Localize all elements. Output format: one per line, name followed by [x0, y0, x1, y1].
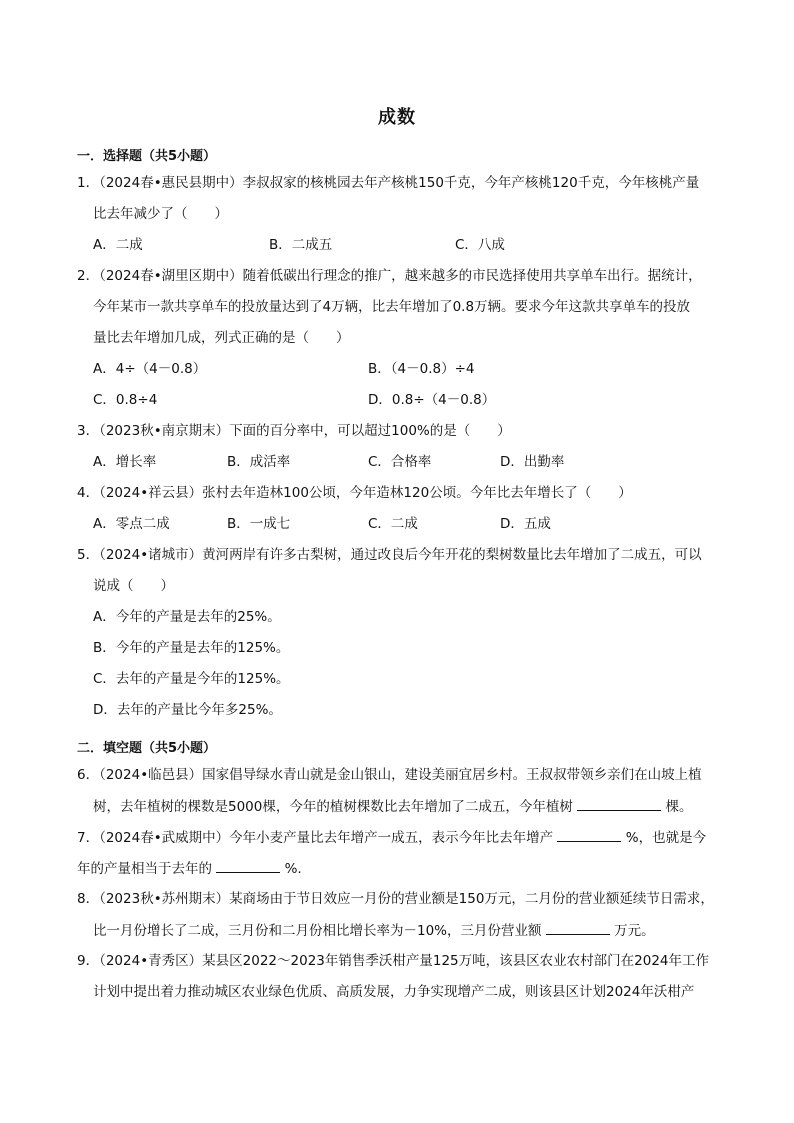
question-6-text-cont	[93, 796, 692, 817]
question-7-text-part1: 7．（2024春•武威期中）今年小麦产量比去年增产一成五，表示今年比去年增产	[77, 830, 554, 846]
question-1-option-a: A．二成	[93, 237, 143, 253]
question-4-option-d: D．五成	[500, 516, 551, 532]
question-7-text-part2: %，也就是今	[625, 830, 707, 846]
question-2-option-c: C．0.8÷4	[93, 392, 158, 408]
answer-blank[interactable]	[577, 796, 661, 811]
question-5-option-b: B．今年的产量是去年的125%。	[93, 640, 290, 656]
question-6-text-part1: 树，去年植树的棵数是5000棵，今年的植树棵数比去年增加了二成五，今年植树	[93, 799, 573, 815]
section-heading-choice: 一．选择题（共5小题）	[77, 149, 217, 164]
question-1-option-b: B．二成五	[269, 237, 333, 253]
question-1-option-c: C．八成	[455, 237, 505, 253]
question-5-option-c: C．去年的产量是今年的125%。	[93, 671, 290, 687]
question-2-text: 2．（2024春•湖里区期中）随着低碳出行理念的推广，越来越多的市民选择使用共享单车出行。据统计，	[77, 268, 702, 284]
question-3-text: 3．（2023秋•南京期末）下面的百分率中，可以超过100%的是（ ）	[77, 423, 511, 439]
question-3-option-b: B．成活率	[227, 454, 291, 470]
question-8-text-cont	[93, 920, 655, 941]
question-4-text: 4．（2024•祥云县）张村去年造林100公顷，今年造林120公顷。今年比去年增长了（ ）	[77, 485, 632, 501]
question-9-text: 9．（2024•青秀区）某县区2022～2023年销售季沃柑产量125万吨，该县区农业农村部门在2024年工作	[77, 953, 709, 969]
answer-blank[interactable]	[216, 858, 280, 873]
question-5-text-cont: 说成（ ）	[93, 578, 174, 594]
question-3-option-d: D．出勤率	[500, 454, 565, 470]
question-9-text-cont: 计划中提出着力推动城区农业绿色优质、高质发展，力争实现增产二成，则该县区计划2024年沃柑产	[93, 984, 695, 1000]
page-title: 成数	[378, 107, 416, 128]
question-5-option-d: D．去年的产量比今年多25%。	[93, 702, 282, 718]
question-4-option-b: B．一成七	[227, 516, 291, 532]
question-7-text	[77, 827, 706, 848]
question-1-text-cont: 比去年减少了（ ）	[93, 206, 228, 222]
question-4-option-a: A．零点二成	[93, 516, 170, 532]
question-7-text-cont	[77, 858, 302, 879]
question-2-text-cont: 今年某市一款共享单车的投放量达到了4万辆，比去年增加了0.8万辆。要求今年这款共享单车的投放	[93, 299, 691, 315]
question-2-option-a: A．4÷（4－0.8）	[93, 361, 207, 377]
question-2-option-b: B．（4－0.8）÷4	[368, 361, 475, 377]
section-heading-fill: 二．填空题（共5小题）	[77, 741, 217, 756]
answer-blank[interactable]	[557, 827, 621, 842]
question-7-text-part4: %.	[284, 861, 302, 877]
question-2-text-cont2: 量比去年增加几成，列式正确的是（ ）	[93, 330, 350, 346]
question-5-option-a: A．今年的产量是去年的25%。	[93, 609, 281, 625]
question-5-text: 5．（2024•诸城市）黄河两岸有许多古梨树，通过改良后今年开花的梨树数量比去年增加了二成五，可以	[77, 547, 702, 563]
question-8-text: 8．（2023秋•苏州期末）某商场由于节日效应一月份的营业额是150万元，二月份的营业额延续节日需求，	[77, 891, 714, 907]
answer-blank[interactable]	[546, 920, 610, 935]
question-8-text-part1: 比一月份增长了二成，三月份和二月份相比增长率为－10%，三月份营业额	[93, 923, 542, 939]
question-3-option-c: C．合格率	[368, 454, 432, 470]
question-2-option-d: D．0.8÷（4－0.8）	[368, 392, 496, 408]
question-8-text-part2: 万元。	[614, 923, 655, 939]
question-3-option-a: A．增长率	[93, 454, 157, 470]
question-6-text: 6．（2024•临邑县）国家倡导绿水青山就是金山银山，建设美丽宜居乡村。王叔叔带领乡亲们在山坡上植	[77, 767, 702, 783]
question-6-text-part2: 棵。	[665, 799, 693, 815]
question-4-option-c: C．二成	[368, 516, 418, 532]
question-1-text: 1．（2024春•惠民县期中）李叔叔家的核桃园去年产核桃150千克，今年产核桃120千克，今年核桃产量	[77, 175, 700, 191]
question-7-text-part3: 年的产量相当于去年的	[77, 861, 212, 877]
